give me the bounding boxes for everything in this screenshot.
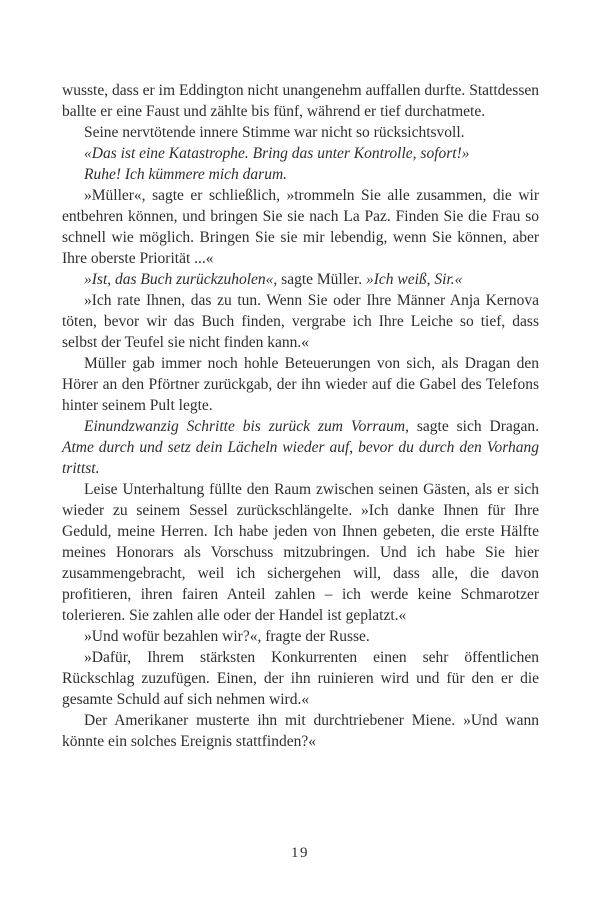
text-segment: »Dafür, Ihrem stärksten Konkurrenten einen sehr öffentlichen Rückschlag zuzufügen. Einen, der ihn ruinieren wird und für den er die gesamte Schuld auf sich nehmen wird.«: [62, 649, 539, 708]
paragraph: [62, 290, 539, 353]
paragraph: [62, 416, 539, 479]
italic-text-segment: »Ist, das Buch zurückzuholen«: [84, 271, 274, 288]
text-segment: , sagte Müller.: [273, 271, 366, 288]
text-segment: Seine nervtötende innere Stimme war nicht so rücksichtsvoll.: [84, 124, 465, 141]
italic-text-segment: »Ich weiß, Sir.«: [365, 271, 463, 288]
text-segment: »Müller«, sagte er schließlich, »trommeln Sie alle zusammen, die wir entbehren können, und bringen Sie sie nach La Paz. Finden Sie die Frau so schnell wie möglich. Bringen Sie sie mir lebendig, wenn Sie können, aber Ihre oberste Priorität ...«: [62, 187, 539, 267]
italic-text-segment: Ruhe! Ich kümmere mich darum.: [84, 166, 288, 183]
text-segment: »Ich rate Ihnen, das zu tun. Wenn Sie oder Ihre Männer Anja Kernova töten, bevor wir das Buch finden, vergrabe ich Ihre Leiche so tief, dass selbst der Teufel sie nicht finden kann.«: [62, 292, 539, 351]
paragraph: [62, 710, 539, 752]
paragraph: [62, 185, 539, 269]
paragraph: [62, 353, 539, 416]
italic-text-segment: Einundzwanzig Schritte bis zurück zum Vorraum: [84, 418, 406, 435]
text-segment: »Und wofür bezahlen wir?«, fragte der Russe.: [84, 628, 370, 645]
text-segment: , sagte sich Dragan.: [405, 418, 539, 435]
text-segment: Leise Unterhaltung füllte den Raum zwischen seinen Gästen, als er sich wieder zu seinem Sessel zurückschlängelte. »Ich danke Ihnen für Ihre Geduld, meine Herren. Ich habe jeden von Ihnen gebeten, die erste Hälfte meines Honorars als Vorschuss mitzubringen. Und ich habe Sie hier zusammengebracht, weil ich sichergehen will, dass alle, die davon profitieren, ihren fairen Anteil zahlen – ich werde keine Schmarotzer tolerieren. Sie zahlen alle oder der Handel ist geplatzt.«: [62, 481, 539, 624]
paragraph: [62, 269, 539, 290]
text-segment: Der Amerikaner musterte ihn mit durchtriebener Miene. »Und wann könnte ein solches Ereignis stattfinden?«: [62, 712, 539, 750]
text-segment: Müller gab immer noch hohle Beteuerungen von sich, als Dragan den Hörer an den Pförtner zurückgab, der ihn wieder auf die Gabel des Telefons hinter seinem Pult legte.: [62, 355, 539, 414]
paragraph: [62, 143, 539, 164]
paragraph: [62, 479, 539, 626]
paragraph: [62, 122, 539, 143]
text-segment: wusste, dass er im Eddington nicht unangenehm auffallen durfte. Stattdessen ballte er eine Faust und zählte bis fünf, während er tief durchatmete.: [62, 82, 539, 120]
text-block: [62, 80, 539, 752]
paragraph: [62, 80, 539, 122]
italic-text-segment: «Das ist eine Katastrophe. Bring das unter Kontrolle, sofort!»: [84, 145, 470, 162]
paragraph: [62, 647, 539, 710]
italic-text-segment: Atme durch und setz dein Lächeln wieder auf, bevor du durch den Vorhang trittst.: [62, 439, 539, 477]
paragraph: [62, 626, 539, 647]
paragraph: [62, 164, 539, 185]
page-number: 19: [291, 845, 309, 861]
